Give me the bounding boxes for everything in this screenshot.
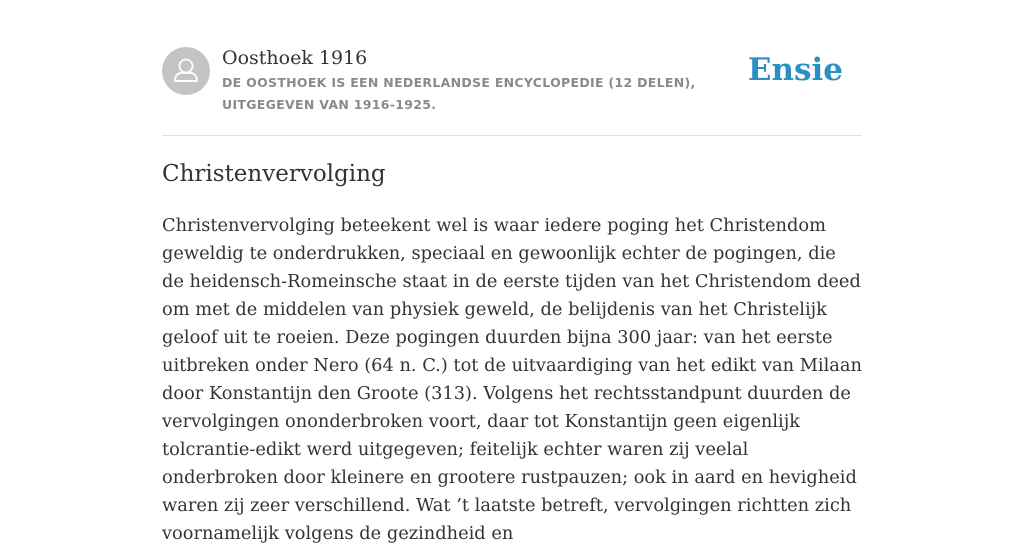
user-icon — [162, 47, 210, 95]
article-body: Christenvervolging beteekent wel is waar iedere poging het Christendom geweldig te onderdrukken, speciaal en gewoonlijk echter de pogingen, die de heidensch-Romeinsche staat in de eerste tijden van het Christendom deed om met de middelen van physiek geweld, de belijdenis van het Christelijk geloof uit te roeien. Deze pogingen duurden bijna 300 jaar: van het eerste uitbreken onder Nero (64 n. C.) tot de uitvaardiging van het edikt van Milaan door Konstantijn den Groote (313). Volgens het rechtsstandpunt duurden de vervolgingen ononderbroken voort, daar tot Konstantijn geen eigenlijk tolcrantie-edikt werd uitgegeven; feitelijk echter waren zij veelal onderbroken door kleinere en grootere rustpauzen; ook in aard en hevigheid waren zij zeer verschillend. Wat ’t laatste betreft, vervolgingen richtten zich voornamelijk volgens de gezindheid en — [162, 215, 862, 544]
ensie-logo-link[interactable]: Ensie — [747, 52, 843, 88]
source-description: DE OOSTHOEK IS EEN NEDERLANDSE ENCYCLOPEDIE (12 DELEN), UITGEGEVEN VAN 1916-1925. — [222, 75, 696, 112]
source-info — [222, 46, 762, 116]
source-title[interactable]: Oosthoek 1916 — [222, 47, 368, 69]
header-divider — [162, 135, 862, 136]
article-title: Christenvervolging — [162, 161, 386, 187]
article-page — [162, 0, 862, 544]
source-header — [162, 46, 862, 136]
source-avatar[interactable] — [162, 47, 210, 95]
